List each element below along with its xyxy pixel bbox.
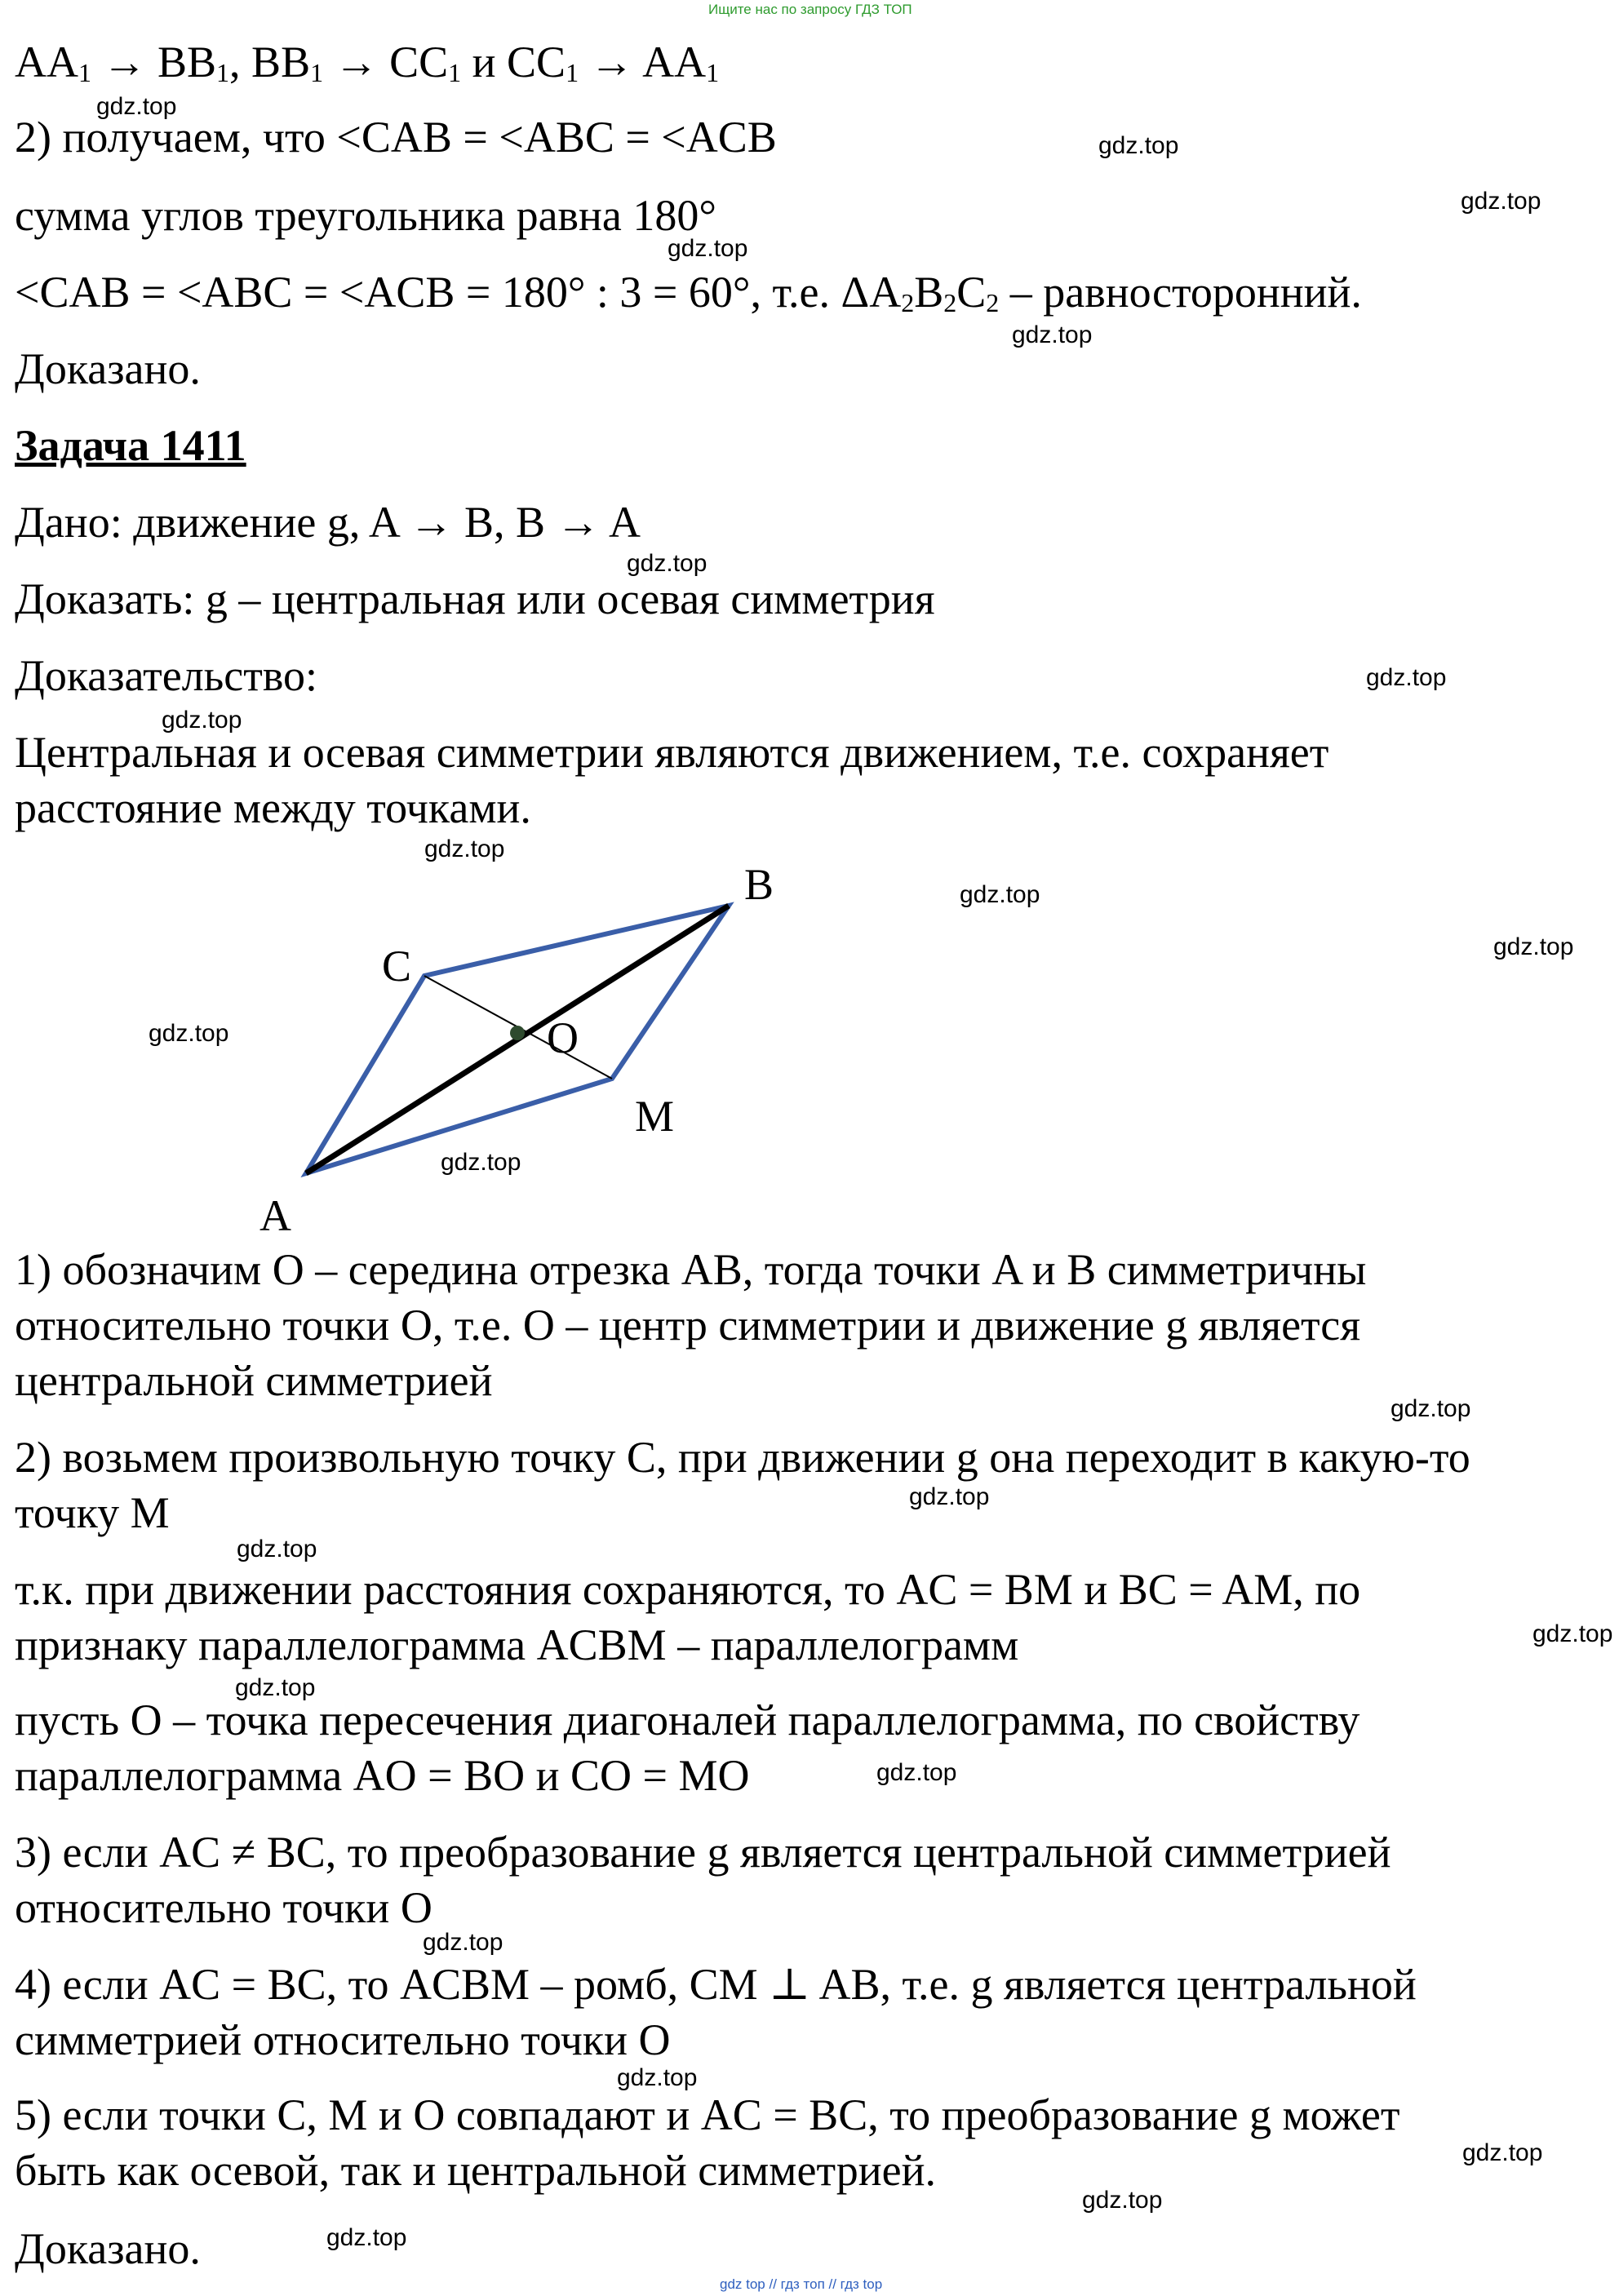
watermark: gdz.top bbox=[424, 836, 505, 862]
step-line: относительно точки O, т.е. O – центр симметрии и движение g является bbox=[15, 1301, 1361, 1350]
label-a: A bbox=[259, 1191, 291, 1240]
proof-intro-1: Центральная и осевая симметрии являются движением, т.е. сохраняет bbox=[15, 728, 1329, 777]
watermark: gdz.top bbox=[96, 93, 177, 120]
label-b: B bbox=[744, 860, 774, 909]
label-c: C bbox=[382, 942, 412, 991]
watermark: gdz.top bbox=[617, 2064, 698, 2091]
equilateral-line: <CAB = <ABC = <ACB = 180° : 3 = 60°, т.е. $\Delta A_2B_2C_2$ – равносторонний. bbox=[15, 268, 1362, 317]
given-line: Дано: движение g, A → B, B → A bbox=[15, 498, 641, 547]
proof-intro-2: расстояние между точками. bbox=[15, 783, 531, 832]
watermark: gdz.top bbox=[235, 1674, 316, 1701]
watermark: gdz.top bbox=[627, 550, 707, 577]
problem-title: Задача 1411 bbox=[15, 421, 246, 470]
step-line: 4) если AC = BC, то ACBM – ромб, CM ⊥ AB, т.е. g является центральной bbox=[15, 1960, 1417, 2009]
watermark: gdz.top bbox=[1098, 132, 1179, 159]
watermark: gdz.top bbox=[1462, 2139, 1543, 2166]
footer-notice: gdz top // гдз топ // гдз top bbox=[720, 2276, 883, 2292]
watermark: gdz.top bbox=[423, 1929, 503, 1956]
prove-line: Доказать: g – центральная или осевая симметрия bbox=[15, 574, 935, 623]
watermark: gdz.top bbox=[668, 235, 748, 262]
watermark: gdz.top bbox=[149, 1020, 229, 1047]
step-line: параллелограмма AO = BO и CO = MO bbox=[15, 1751, 750, 1800]
header-notice: Ищите нас по запросу ГДЗ ТОП bbox=[708, 2, 912, 17]
watermark: gdz.top bbox=[237, 1536, 317, 1562]
watermark: gdz.top bbox=[909, 1483, 990, 1510]
watermark: gdz.top bbox=[1533, 1620, 1613, 1647]
label-m: M bbox=[635, 1092, 675, 1141]
parallelogram-figure bbox=[0, 849, 1619, 1240]
step-line: 1) обозначим O – середина отрезка AB, тогда точки A и B симметричны bbox=[15, 1245, 1367, 1294]
proved-line: Доказано. bbox=[15, 344, 201, 393]
step-line: центральной симметрией bbox=[15, 1356, 493, 1405]
watermark: gdz.top bbox=[162, 707, 242, 734]
label-o: O bbox=[547, 1013, 579, 1062]
step-line: 5) если точки C, M и O совпадают и AC = BC, то преобразование g может bbox=[15, 2090, 1400, 2139]
step-line: быть как осевой, так и центральной симметрией. bbox=[15, 2146, 936, 2195]
watermark: gdz.top bbox=[326, 2224, 407, 2251]
watermark: gdz.top bbox=[1012, 321, 1093, 348]
watermark: gdz.top bbox=[1461, 188, 1541, 215]
step-line: признаку параллелограмма ACBM – параллелограмм bbox=[15, 1620, 1019, 1669]
step-line: Доказано. bbox=[15, 2224, 201, 2273]
watermark: gdz.top bbox=[960, 881, 1040, 908]
angles-equal-line: 2) получаем, что <CAB = <ABC = <ACB bbox=[15, 113, 777, 162]
mapping-line: $AA_1 \to BB_1$, $BB_1 \to CC_1$ и $CC_1 \to AA_1$ bbox=[15, 38, 720, 87]
step-line: т.к. при движении расстояния сохраняются, то AC = BM и BC = AM, по bbox=[15, 1565, 1361, 1614]
watermark: gdz.top bbox=[441, 1149, 521, 1176]
triangle-sum-line: сумма углов треугольника равна 180° bbox=[15, 191, 716, 240]
watermark: gdz.top bbox=[1391, 1395, 1471, 1422]
step-line: 2) возьмем произвольную точку C, при движении g она переходит в какую-то bbox=[15, 1433, 1470, 1482]
center-point-o bbox=[510, 1026, 525, 1040]
watermark: gdz.top bbox=[1493, 933, 1574, 960]
step-line: относительно точки O bbox=[15, 1883, 432, 1932]
step-line: 3) если AC ≠ BC, то преобразование g является центральной симметрией bbox=[15, 1828, 1391, 1877]
step-line: симметрией относительно точки O bbox=[15, 2015, 671, 2064]
step-line: точку M bbox=[15, 1488, 170, 1537]
watermark: gdz.top bbox=[1082, 2187, 1163, 2214]
watermark: gdz.top bbox=[1366, 664, 1447, 691]
step-line: пусть O – точка пересечения диагоналей параллелограмма, по свойству bbox=[15, 1695, 1360, 1744]
proof-label: Доказательство: bbox=[15, 651, 317, 700]
watermark: gdz.top bbox=[876, 1759, 957, 1786]
